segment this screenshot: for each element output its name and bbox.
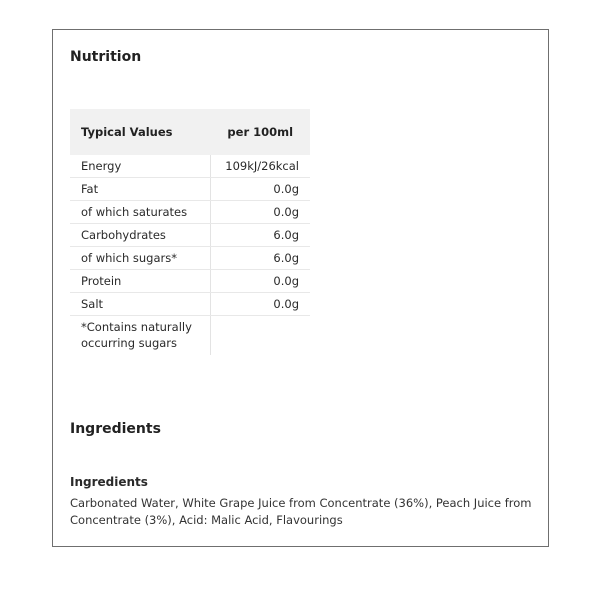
- nutrient-name: Energy: [70, 155, 211, 178]
- nutrient-value: [211, 316, 311, 356]
- table-row: [70, 270, 310, 293]
- ingredients-list: Carbonated Water, White Grape Juice from Concentrate (36%), Peach Juice from Concentrate (3%), Acid: Malic Acid, Flavourings: [70, 496, 532, 527]
- nutrient-name: Carbohydrates: [70, 224, 211, 247]
- nutrition-table: [70, 109, 310, 355]
- nutrient-value: 0.0g: [211, 201, 311, 224]
- nutrient-name: Protein: [70, 270, 211, 293]
- nutrient-name: Salt: [70, 293, 211, 316]
- table-row: [70, 316, 310, 356]
- nutrition-table-header-row: [70, 109, 310, 155]
- nutrient-value: 6.0g: [211, 224, 311, 247]
- nutrient-value: 0.0g: [211, 270, 311, 293]
- nutrient-value: 0.0g: [211, 178, 311, 201]
- ingredients-heading: Ingredients: [70, 421, 161, 437]
- table-row: [70, 201, 310, 224]
- nutrient-name: Fat: [70, 178, 211, 201]
- nutrient-value: 6.0g: [211, 247, 311, 270]
- ingredients-subheading: Ingredients: [70, 475, 148, 489]
- nutrient-value: 109kJ/26kcal: [211, 155, 311, 178]
- header-per-100ml: per 100ml: [211, 109, 311, 155]
- table-row: [70, 224, 310, 247]
- table-row: [70, 247, 310, 270]
- nutrient-name: of which saturates: [70, 201, 211, 224]
- nutrient-name: of which sugars*: [70, 247, 211, 270]
- table-row: [70, 178, 310, 201]
- product-info-panel: [52, 29, 549, 547]
- nutrient-value: 0.0g: [211, 293, 311, 316]
- footnote-sugars: *Contains naturally occurring sugars: [70, 316, 211, 356]
- table-row: [70, 155, 310, 178]
- header-typical-values: Typical Values: [70, 109, 211, 155]
- nutrition-heading: Nutrition: [70, 49, 142, 65]
- table-row: [70, 293, 310, 316]
